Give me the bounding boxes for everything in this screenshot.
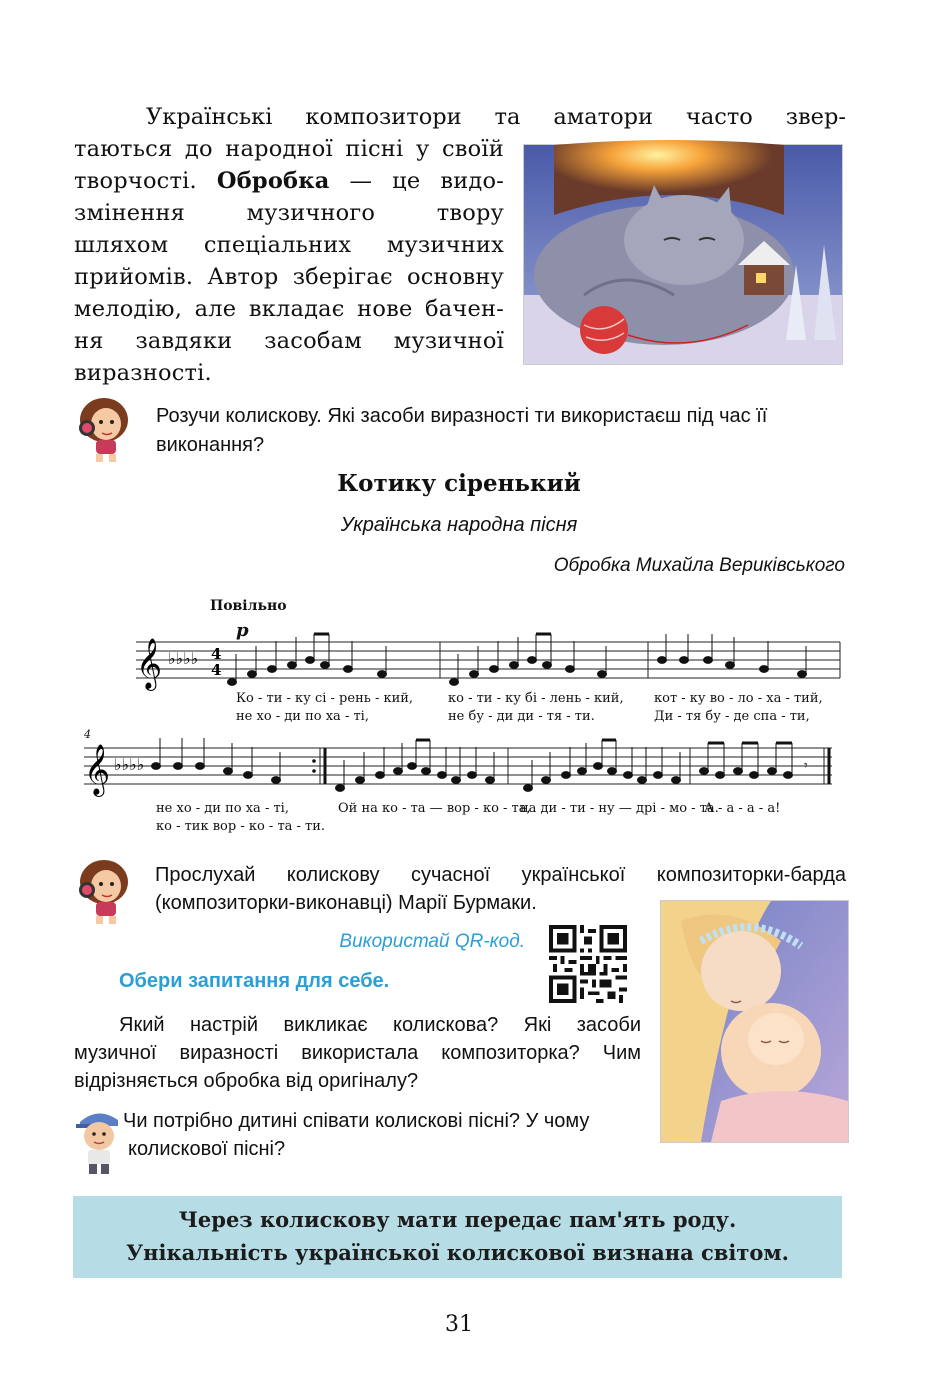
svg-text:Ой на ко - та — вор - ко - та: Ой на ко - та — вор - ко - та, bbox=[338, 801, 531, 816]
svg-text:♭♭♭♭: ♭♭♭♭ bbox=[114, 755, 145, 774]
svg-text:♭♭♭♭: ♭♭♭♭ bbox=[168, 649, 199, 668]
svg-text:не хо - ди по ха - ті,: не хо - ди по ха - ті, bbox=[156, 801, 289, 816]
svg-text:не хо - ди по ха - ті,: не хо - ди по ха - ті, bbox=[236, 709, 369, 724]
question-line-3: відрізняється обробка від оригіналу? bbox=[74, 1070, 419, 1092]
girl-headphones-icon bbox=[74, 392, 136, 466]
intro-text: — це видо- bbox=[349, 168, 505, 194]
svg-text:кот - ку во - ло - ха - тий,: кот - ку во - ло - ха - тий, bbox=[654, 691, 823, 706]
sheet-music bbox=[70, 630, 850, 834]
task2-line-2: (композиторки-виконавці) Марії Бурмаки. bbox=[155, 892, 537, 914]
task3-line-2: колискової пісні? bbox=[128, 1138, 286, 1160]
sleeping-cat-illustration bbox=[523, 144, 843, 365]
page-number: 31 bbox=[445, 1312, 473, 1337]
treble-clef-icon: 𝄞 bbox=[84, 744, 111, 795]
choose-label: Обери запитання для себе. bbox=[119, 970, 390, 992]
intro-line-9: виразності. bbox=[74, 360, 212, 386]
intro-line-1: Українські композитори та аматори часто звер- bbox=[146, 104, 846, 130]
mother-child-illustration bbox=[660, 900, 849, 1143]
intro-line-7: мелодію, але вкладає нове бачен- bbox=[74, 296, 504, 322]
staff-1 bbox=[136, 634, 840, 724]
intro-line-2: таються до народної пісні у своїй bbox=[74, 136, 504, 162]
staff-2 bbox=[84, 738, 832, 834]
key-idea-line-1: Через колискову мати передає пам'ять роду. bbox=[178, 1207, 737, 1232]
task1-line-1: Розучи колискову. Які засоби виразності ти використаєш під час її bbox=[156, 405, 768, 427]
question-line-2: музичної виразності використала композиторка? Чим bbox=[74, 1042, 641, 1064]
treble-clef-icon: 𝄞 bbox=[136, 638, 163, 689]
svg-text:на ди - ти - ну — дрі - мо -: на ди - ти - ну — дрі - мо - та. bbox=[520, 801, 719, 816]
task2-line-1: Прослухай колискову сучасної української композиторки-барда bbox=[155, 864, 846, 886]
intro-line-5: шляхом спеціальних музичних bbox=[74, 232, 504, 258]
song-arranger: Обробка Михайла Вериківського bbox=[553, 555, 845, 576]
intro-line-3 bbox=[74, 165, 504, 197]
term-obrobka: Обробка bbox=[216, 168, 330, 194]
intro-line-4: змінення музичного твору bbox=[74, 200, 504, 226]
dynamic-marking: p bbox=[236, 620, 249, 641]
svg-text:4: 4 bbox=[211, 645, 222, 663]
song-subtitle: Українська народна пісня bbox=[340, 514, 578, 536]
svg-text:не бу - ди ди - тя - ти.: не бу - ди ди - тя - ти. bbox=[448, 709, 595, 724]
qr-label: Використай QR-код. bbox=[339, 931, 525, 952]
question-line-1: Який настрій викликає колискова? Які засоби bbox=[119, 1014, 641, 1036]
svg-text:Ко - ти - ку сі - рень - кий: Ко - ти - ку сі - рень - кий, bbox=[236, 691, 414, 706]
girl-headphones-icon bbox=[74, 854, 136, 930]
svg-text:А - а - а - а!: А - а - а - а! bbox=[704, 801, 781, 816]
svg-text:4: 4 bbox=[211, 661, 222, 679]
measure-number: 4 bbox=[84, 728, 91, 741]
svg-text:ко - ти - ку бі - лень - кий: ко - ти - ку бі - лень - кий, bbox=[448, 691, 624, 706]
intro-line-6: прийомів. Автор зберігає основну bbox=[74, 264, 504, 290]
intro-text: творчості. bbox=[74, 168, 197, 194]
key-idea-line-2: Унікальність української колискової визнана світом. bbox=[126, 1240, 789, 1265]
task1-line-2: виконання? bbox=[156, 434, 265, 456]
song-title: Котику сіренький bbox=[337, 470, 581, 497]
tempo-marking: Повільно bbox=[210, 598, 287, 614]
boy-cap-icon bbox=[74, 1104, 124, 1178]
qr-code-icon[interactable] bbox=[548, 925, 628, 1003]
svg-text:ко - тик вор - ко - та - ти.: ко - тик вор - ко - та - ти. bbox=[156, 819, 326, 834]
svg-text:Ди - тя бу - де спа - ти,: Ди - тя бу - де спа - ти, bbox=[654, 709, 810, 724]
task3-line-1: Чи потрібно дитині співати колискові пісні? У чому bbox=[123, 1110, 590, 1132]
intro-line-8: ня завдяки засобам музичної bbox=[74, 328, 504, 354]
svg-text:𝄾: 𝄾 bbox=[804, 758, 808, 774]
key-idea-box bbox=[73, 1196, 842, 1278]
